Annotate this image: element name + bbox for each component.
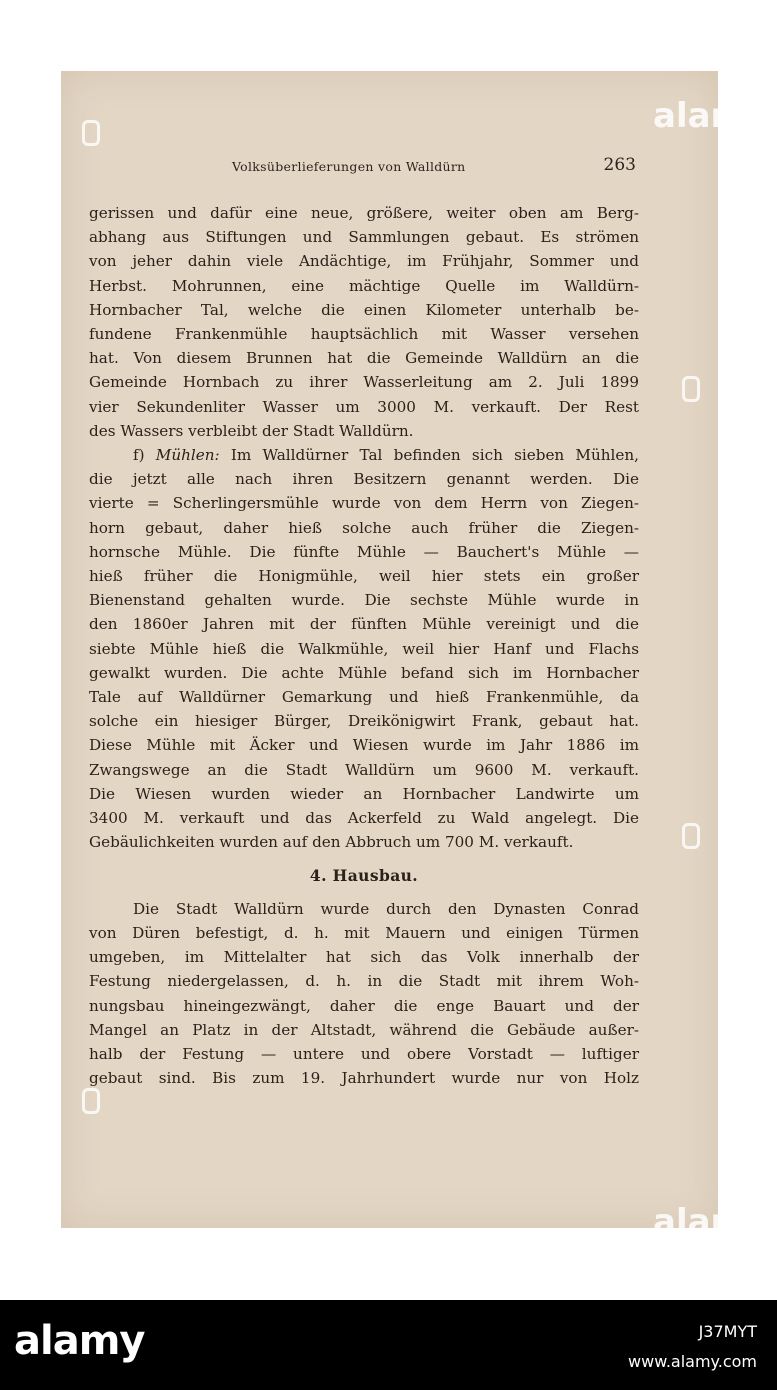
text-line: Die Wiesen wurden wieder an Hornbacher Landwirte um <box>89 784 639 803</box>
text-line: vierte = Scherlingersmühle wurde von dem Herrn von Ziegen- <box>89 494 639 513</box>
body-text <box>89 201 639 1090</box>
text-line: nungsbau hineingezwängt, daher die enge Bauart und der <box>89 996 639 1015</box>
text-line: abhang aus Stiftungen und Sammlungen gebaut. Es strömen <box>89 228 639 247</box>
text-line: Zwangswege an die Stadt Walldürn um 9600 M. verkauft. <box>89 760 639 779</box>
text-line: hieß früher die Honigmühle, weil hier stets ein großer <box>89 567 639 586</box>
text-line: horn gebaut, daher hieß solche auch früher die Ziegen- <box>89 518 639 537</box>
text-line: siebte Mühle hieß die Walkmühle, weil hier Hanf und Flachs <box>89 639 639 658</box>
text-line: Festung niedergelassen, d. h. in die Stadt mit ihrem Woh- <box>89 972 639 991</box>
text-line: Mangel an Platz in der Altstadt, während die Gebäude außer- <box>89 1020 639 1039</box>
text-line: halb der Festung — untere und obere Vorstadt — luftiger <box>89 1044 639 1063</box>
page-number: 263 <box>603 155 636 175</box>
text-line: gerissen und dafür eine neue, größere, weiter oben am Berg- <box>89 204 639 222</box>
running-title: Volksüberlieferungen von Walldürn <box>232 159 466 174</box>
watermark-logo: alamy <box>653 1202 769 1242</box>
image-id: J37MYT <box>698 1322 757 1341</box>
item-title: Mühlen: <box>155 446 220 465</box>
text-line: den 1860er Jahren mit der fünften Mühle vereinigt und die <box>89 615 639 634</box>
text-line: von Düren befestigt, d. h. mit Mauern und einigen Türmen <box>89 923 639 942</box>
stock-footer-bar <box>0 1300 777 1390</box>
item-marker: f) <box>133 446 156 465</box>
text-line: solche ein hiesiger Bürger, Dreikönigwirt Frank, gebaut hat. <box>89 712 639 731</box>
text-line: gewalkt wurden. Die achte Mühle befand sich im Hornbacher <box>89 663 639 682</box>
watermark-logo: alamy <box>653 96 769 136</box>
text-line: hornsche Mühle. Die fünfte Mühle — Bauchert's Mühle — <box>89 542 639 561</box>
text-line-lead <box>89 443 639 467</box>
text-line: Gemeinde Hornbach zu ihrer Wasserleitung am 2. Juli 1899 <box>89 373 639 392</box>
text-line: umgeben, im Mittelalter hat sich das Volk innerhalb der <box>89 948 639 967</box>
text-line: fundene Frankenmühle hauptsächlich mit Wasser versehen <box>89 325 639 344</box>
text-line: Die Stadt Walldürn wurde durch den Dynasten Conrad <box>133 899 639 918</box>
text-line: von jeher dahin viele Andächtige, im Frühjahr, Sommer und <box>89 252 639 271</box>
text-line: des Wassers verbleibt der Stadt Walldürn. <box>89 421 414 440</box>
paragraph-springs <box>89 201 639 443</box>
text-line: Diese Mühle mit Äcker und Wiesen wurde im Jahr 1886 im <box>89 736 639 755</box>
text-line: Gebäulichkeiten wurden auf den Abbruch um 700 M. verkauft. <box>89 833 574 852</box>
text-line: gebaut sind. Bis zum 19. Jahrhundert wurde nur von Holz <box>89 1069 639 1088</box>
text-line: vier Sekundenliter Wasser um 3000 M. verkauft. Der Rest <box>89 397 639 416</box>
text-line: Hornbacher Tal, welche die einen Kilometer unterhalb be- <box>89 300 639 319</box>
lead-text: Im Walldürner Tal befinden sich sieben Mühlen, <box>219 446 639 465</box>
text-line: die jetzt alle nach ihren Besitzern genannt werden. Die <box>89 470 639 489</box>
text-line: 3400 M. verkauft und das Ackerfeld zu Wald angelegt. Die <box>89 809 639 828</box>
text-line: Tale auf Walldürner Gemarkung und hieß Frankenmühle, da <box>89 688 639 707</box>
paragraph-house-building <box>89 897 639 1091</box>
site-url: www.alamy.com <box>628 1352 757 1371</box>
text-line: Herbst. Mohrunnen, eine mächtige Quelle im Walldürn- <box>89 276 639 295</box>
text-line: Bienenstand gehalten wurde. Die sechste Mühle wurde in <box>89 591 639 610</box>
text-line: hat. Von diesem Brunnen hat die Gemeinde Walldürn an die <box>89 349 639 368</box>
section-heading: 4. Hausbau. <box>309 866 419 886</box>
page-header <box>232 155 636 181</box>
brand-logo: alamy <box>14 1318 145 1364</box>
paragraph-mills <box>89 443 639 854</box>
